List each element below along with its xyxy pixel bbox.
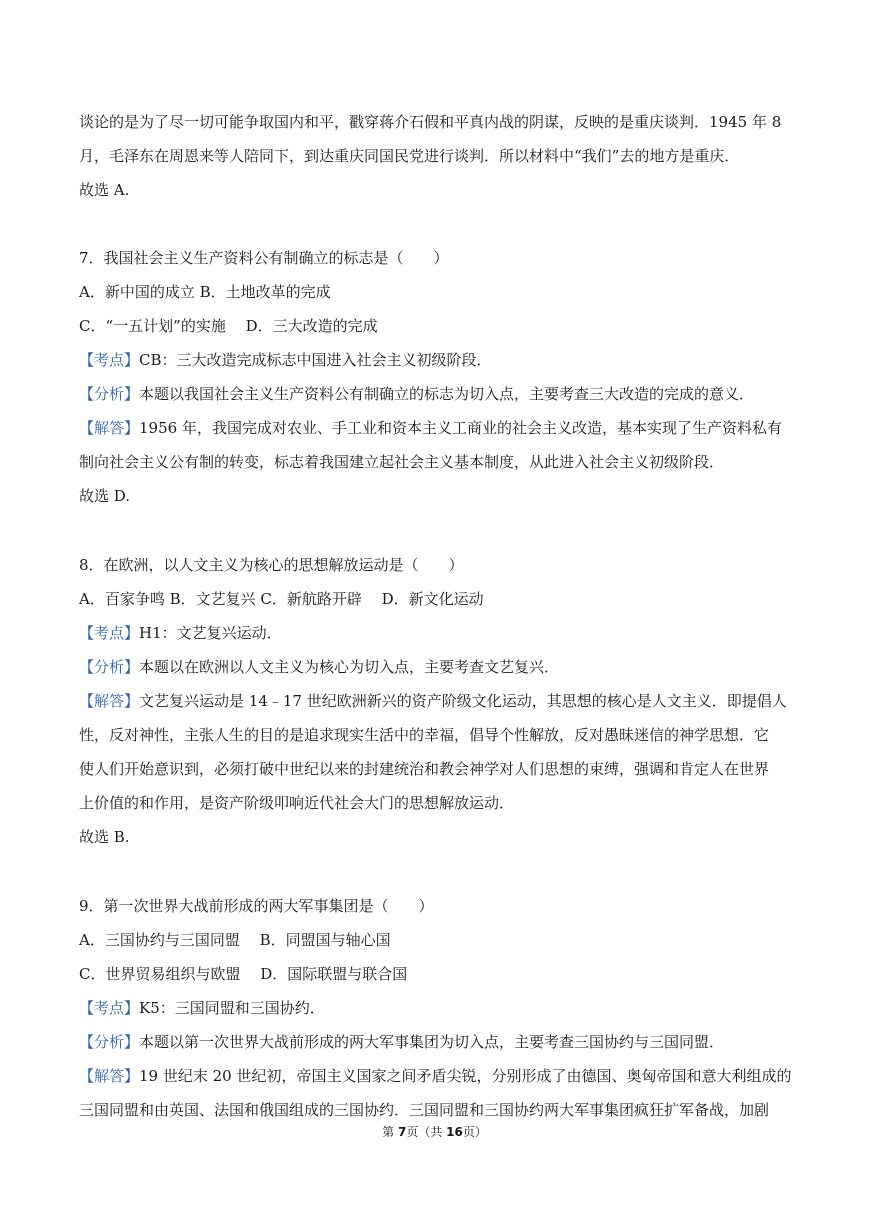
q7-fenxi [79, 384, 754, 404]
q9-jieda-text-2: 三国同盟和由英国、法国和俄国组成的三国协约．三国同盟和三国协约两大军事集团疯狂扩军备战，加剧 [79, 1101, 770, 1119]
footer-total-pages: 16 [446, 1125, 463, 1139]
q8-answer: 故选 B. [79, 828, 130, 846]
q7-fenxi-text: 本题以我国社会主义生产资料公有制确立的标志为切入点，主要考查三大改造的完成的意义． [139, 385, 755, 403]
q7-jieda [79, 418, 782, 438]
q8-kaodian-text: H1：文艺复兴运动． [139, 624, 282, 642]
footer-suffix: 页） [462, 1125, 487, 1139]
q7-options-1: A．新中国的成立 B．土地改革的完成 [79, 283, 331, 301]
q8-jieda-text-1: 文艺复兴运动是 14﹣17 世纪欧洲新兴的资产阶级文化运动，其思想的核心是人文主义．即提倡人 [139, 692, 787, 710]
intro-line-2: 月，毛泽东在周恩来等人陪同下，到达重庆同国民党进行谈判．所以材料中“我们”去的地方是重庆． [79, 147, 740, 165]
q8-fenxi [79, 657, 559, 677]
q7-jieda-text-1: 1956 年，我国完成对农业、手工业和资本主义工商业的社会主义改造，基本实现了生产资料私有 [139, 419, 782, 437]
q7-options-2: C．“一五计划”的实施 D．三大改造的完成 [79, 317, 378, 335]
q8-options-1: A．百家争鸣 B．文艺复兴 C．新航路开辟 D．新文化运动 [79, 590, 484, 608]
footer-prefix: 第 [382, 1125, 398, 1139]
kaodian-label: 【考点】 [79, 624, 140, 642]
jieda-label: 【解答】 [79, 692, 140, 710]
footer-current-page: 7 [397, 1125, 407, 1139]
q7-answer: 故选 D. [79, 487, 131, 505]
page-footer [0, 1124, 869, 1140]
q9-jieda-text-1: 19 世纪末 20 世纪初，帝国主义国家之间矛盾尖锐，分别形成了由德国、奥匈帝国和意大利组成的 [139, 1067, 792, 1085]
q9-stem: 9．第一次世界大战前形成的两大军事集团是（ ） [79, 897, 434, 915]
intro-answer: 故选 A. [79, 181, 130, 199]
intro-line-1: 谈论的是为了尽一切可能争取国内和平，戳穿蒋介石假和平真内战的阴谋，反映的是重庆谈判．1945 年 8 [79, 113, 782, 131]
q8-fenxi-text: 本题以在欧洲以人文主义为核心为切入点，主要考查文艺复兴． [139, 658, 560, 676]
footer-middle: 页（共 [406, 1125, 447, 1139]
q9-fenxi [79, 1032, 724, 1052]
q9-fenxi-text: 本题以第一次世界大战前形成的两大军事集团为切入点，主要考查三国协约与三国同盟． [139, 1033, 725, 1051]
jieda-label: 【解答】 [79, 419, 140, 437]
q9-kaodian [79, 998, 325, 1018]
jieda-label: 【解答】 [79, 1067, 140, 1085]
kaodian-label: 【考点】 [79, 351, 140, 369]
q8-kaodian [79, 623, 282, 643]
q9-options-2: C．世界贸易组织与欧盟 D．国际联盟与联合国 [79, 965, 408, 983]
q7-jieda-text-2: 制向社会主义公有制的转变，标志着我国建立起社会主义基本制度，从此进入社会主义初级阶段． [79, 453, 725, 471]
fenxi-label: 【分析】 [79, 658, 140, 676]
q8-jieda [79, 691, 787, 711]
q9-jieda [79, 1066, 792, 1086]
q9-kaodian-text: K5：三国同盟和三国协约． [139, 999, 325, 1017]
q8-jieda-text-4: 上价值的和作用，是资产阶级叩响近代社会大门的思想解放运动． [79, 794, 515, 812]
q8-jieda-text-2: 性，反对神性，主张人生的目的是追求现实生活中的幸福，倡导个性解放，反对愚昧迷信的神学思想．它 [79, 726, 770, 744]
q7-kaodian [79, 350, 492, 370]
fenxi-label: 【分析】 [79, 1033, 140, 1051]
kaodian-label: 【考点】 [79, 999, 140, 1017]
q8-jieda-text-3: 使人们开始意识到，必须打破中世纪以来的封建统治和教会神学对人们思想的束缚，强调和肯定人在世界 [79, 760, 770, 778]
q7-kaodian-text: CB：三大改造完成标志中国进入社会主义初级阶段． [139, 351, 492, 369]
q8-stem: 8．在欧洲，以人文主义为核心的思想解放运动是（ ） [79, 556, 464, 574]
q7-stem: 7．我国社会主义生产资料公有制确立的标志是（ ） [79, 249, 449, 267]
fenxi-label: 【分析】 [79, 385, 140, 403]
q9-options-1: A．三国协约与三国同盟 B．同盟国与轴心国 [79, 931, 391, 949]
